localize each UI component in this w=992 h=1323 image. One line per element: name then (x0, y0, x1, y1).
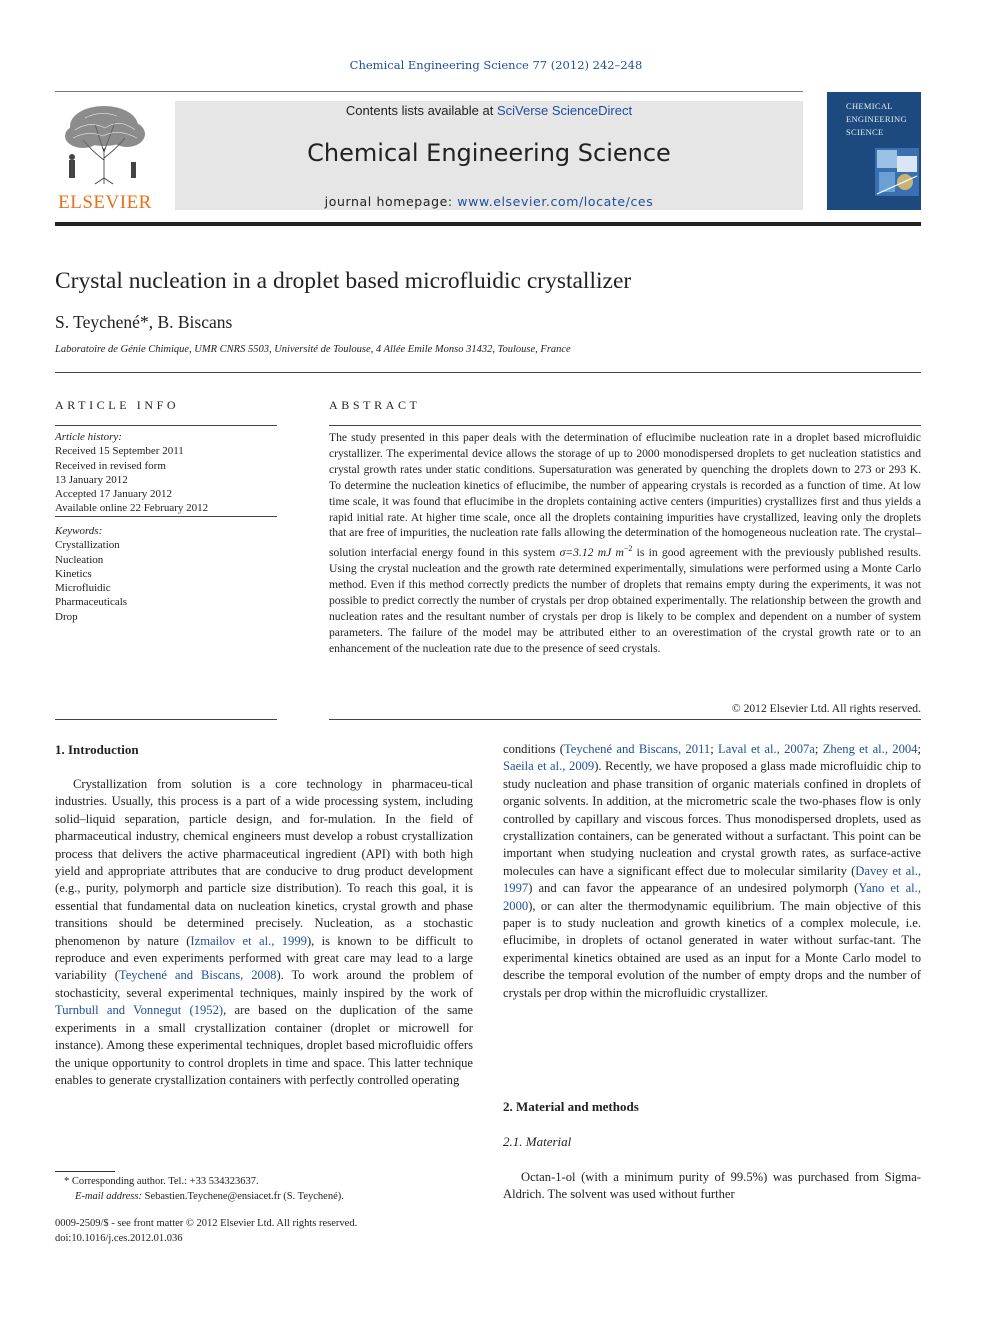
section-heading-methods: 2. Material and methods (503, 1099, 639, 1114)
intro-text: Crystallization from solution is a core technology in pharmaceu-tical industries. Usually, this process is a part of a wide processing system, including solid–liquid separation, particle design, and for-mulation. In the field of pharmaceutical industry, chemical engineers must develop a robust crystallization process that delivers the active pharmaceutical ingredient (API) with both high yield and appropriate attributes that are conducive to drug product development (e.g., purity, polymorph and particle size distribution). To reach this goal, it is essential that fundamental data on nucleation kinetics, crystal growth and phase transitions should be determined precisely. Nucleation, as a stochastic phenomenon by nature ( (55, 777, 473, 948)
homepage-line (175, 194, 803, 209)
affiliation: Laboratoire de Génie Chimique, UMR CNRS 5503, Université de Toulouse, 4 Allée Emile Monso 31432, Toulouse, France (55, 344, 571, 355)
intro-text: conditions ( (503, 742, 564, 756)
citation-link[interactable]: Turnbull and Vonnegut (1952) (55, 1003, 224, 1018)
doi-line[interactable]: doi:10.1016/j.ces.2012.01.036 (55, 1233, 183, 1244)
abstract-copyright: © 2012 Elsevier Ltd. All rights reserved. (731, 702, 921, 715)
citation-separator: ; (710, 742, 719, 756)
citation-link[interactable]: Teychené and Biscans, 2011 (563, 742, 711, 756)
history-item: 13 January 2012 (55, 473, 128, 486)
history-label: Article history: (55, 431, 122, 443)
citation-link[interactable]: Teychené and Biscans, 2008 (118, 968, 277, 983)
section-heading-introduction: 1. Introduction (55, 742, 139, 757)
abstract-part: The study presented in this paper deals with the determination of eflucimibe nucleation rate in a droplet based microfluidic crystallizer. The experimental device allows the storage of up to 2000 monodispersed droplets to get nucleation statistics and crystal growth rates under static conditions. Supersaturation was generated by quenching the droplets down to 273 or 293 K. To determine the nucleation kinetics of eflucimibe, the number of appearing crystals is recorded as a function of time. At low time scale, it was found that eflucimibe in the droplets containing active centers (impurities) crystallizes first and thus yields a rapid initial rate. At higher time scale, once all the droplets containing impurities have crystallized, leaving only the droplets that are free of impurities, the nucleation rate falls allowing the determination of the homogeneous nucleation rate. The crystal–solution interfacial energy found in this system (329, 431, 921, 560)
cover-title-line: SCIENCE (846, 127, 884, 137)
header-thick-rule (55, 222, 921, 226)
abstract-heading: ABSTRACT (329, 398, 421, 412)
keywords-rule (55, 516, 277, 517)
elsevier-logo[interactable] (55, 100, 155, 212)
homepage-link[interactable]: www.elsevier.com/locate/ces (457, 194, 654, 209)
email-note (75, 1189, 344, 1204)
footnote-rule (55, 1171, 115, 1172)
history-item: Received in revised form (55, 459, 166, 472)
cover-image (875, 148, 919, 196)
keyword: Microfluidic (55, 582, 111, 595)
keyword: Kinetics (55, 567, 92, 580)
email-address[interactable]: Sebastien.Teychene@ensiacet.fr (S. Teychené). (144, 1191, 344, 1202)
citation-link[interactable]: Davey et al., 1997 (503, 863, 922, 896)
citation-link[interactable]: Laval et al., 2007a (718, 742, 815, 756)
intro-text: ), is known to be difficult to reproduce and even experiments performed with great care may lead to a large variability ( (55, 933, 473, 983)
material-paragraph: Octan-1-ol (with a minimum purity of 99.5%) was purchased from Sigma-Aldrich. The solvent was used without further (503, 1170, 921, 1202)
journal-banner (175, 101, 803, 210)
abstract-part: is in good agreement with the previously published results. Using the crystal nucleation and the growth rate determined experimentally, simulations were performed using a Monte Carlo method. Even if this method correctly predicts the number of droplets that remains empty during the experiments, it was not possible to predict correctly the number of crystals per drop obtained experimentally. The relationship between the growth and nucleation rates and the resultant number of crystals per drop is likely to be complex and dependent on a number of system parameters. The failure of the model may be attributed either to an overestimation of the crystal growth rate or to an enhancement of the nucleation rate due to the presence of seed crystals. (329, 546, 921, 655)
journal-reference[interactable]: Chemical Engineering Science 77 (2012) 242–248 (349, 58, 643, 72)
article-info-bottom-rule (55, 719, 277, 720)
history-item: Accepted 17 January 2012 (55, 488, 172, 501)
abstract-text (329, 430, 921, 657)
history-item: Available online 22 February 2012 (55, 502, 209, 515)
citation-link[interactable]: Zheng et al., 2004 (822, 742, 918, 756)
citation-link[interactable]: Yano et al., 2000 (503, 881, 921, 913)
journal-cover-thumbnail[interactable] (827, 92, 921, 210)
email-label: E-mail address: (75, 1191, 145, 1202)
authors: S. Teychené*, B. Biscans (55, 312, 233, 332)
homepage-prefix: journal homepage: (324, 194, 458, 209)
abstract-rule (329, 425, 921, 426)
sigma-exponent: −2 (623, 544, 633, 554)
journal-title[interactable]: Chemical Engineering Science (307, 139, 671, 167)
contents-prefix: Contents lists available at (345, 103, 497, 118)
intro-text: ), or can alter the thermodynamic equilibrium. The main objective of this paper is to study nucleation and growth kinetics of a complex molecule, i.e. eflucimibe, in droplets of octanol generated in water without surfac-tant. The experimental kinetics obtained are used as an input for a Monte Carlo model to describe the temporal evolution of the number of empty drops and the number of crystals per drop within the microfluidic crystallizer. (503, 898, 921, 1000)
cover-title (846, 100, 907, 139)
keyword: Nucleation (55, 553, 104, 566)
cover-title-line: ENGINEERING (846, 114, 907, 124)
history-item: Received 15 September 2011 (55, 445, 184, 458)
sigma-expression: σ=3.12 mJ m (559, 546, 624, 560)
citation-link[interactable]: Saeila et al., 2009 (503, 759, 595, 774)
subsection-heading-material: 2.1. Material (503, 1134, 572, 1149)
elsevier-tree-icon (55, 100, 153, 186)
keyword: Crystallization (55, 539, 120, 552)
article-history (55, 430, 277, 516)
intro-text: ) and can favor the appearance of an undesired polymorph ( (528, 881, 859, 896)
article-info-rule (55, 425, 277, 426)
contents-line (175, 103, 803, 118)
keywords-label: Keywords: (55, 525, 103, 537)
intro-text: , are based on the duplication of the same experiments in a small crystallization container (droplet or microwell for instance). Among these experimental techniques, droplet based microfluidic offers the unique opportunity to control droplets in time and space. This latter technique enables to generate crystallization containers with perfectly controlled operating (55, 1003, 473, 1087)
citation-separator: ; (917, 742, 921, 756)
citation-separator: ; (814, 742, 823, 756)
issn-line: 0009-2509/$ - see front matter © 2012 Elsevier Ltd. All rights reserved. (55, 1218, 358, 1229)
intro-text: ). To work around the problem of stochasticity, several experimental techniques, mainly inspired by the work of (55, 968, 473, 1000)
keyword: Pharmaceuticals (55, 596, 128, 609)
intro-text: ). Recently, we have proposed a glass made microfluidic chip to study nucleation and phase transition of organic materials confined in droplets of organic solvents. In addition, at the micrometric scale the two-phases flow is only controlled by capillary and viscous forces. Thus monodispersed droplets, used as crystallization containers, can be generated without a surfactant. This point can be important when studying nucleation and crystal growth rates, as surface-active molecules can have a significant effect due to molecular similarity ( (503, 759, 921, 878)
keywords (55, 524, 277, 624)
keyword: Drop (55, 610, 78, 623)
article-title: Crystal nucleation in a droplet based microfluidic crystallizer (55, 268, 632, 294)
sciencedirect-link[interactable]: SciVerse ScienceDirect (496, 103, 633, 118)
corresponding-author-note: * Corresponding author. Tel.: +33 534323637. (64, 1176, 259, 1187)
cover-title-line: CHEMICAL (846, 101, 893, 111)
intro-paragraph-2 (503, 741, 921, 1002)
abstract-bottom-rule (329, 719, 921, 720)
article-info-heading: ARTICLE INFO (55, 398, 180, 412)
header-divider (55, 91, 803, 92)
intro-paragraph-1 (55, 776, 473, 1089)
title-divider (55, 372, 921, 373)
publisher-name: ELSEVIER (58, 192, 152, 213)
citation-link[interactable]: Izmailov et al., 1999 (190, 933, 307, 948)
